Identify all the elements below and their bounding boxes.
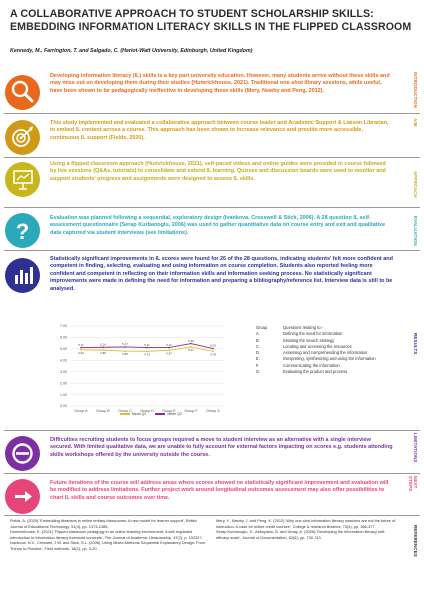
x-tick-label: Group A (74, 409, 88, 413)
data-label: 4.92 (78, 350, 84, 355)
results-label: RESULTS (413, 333, 418, 355)
table-row: G. Evaluating the product and process (256, 369, 348, 375)
data-point (212, 348, 214, 350)
introduction-text: Developing information literacy (IL) skills is a key part university education. However, many students arrive without these skills and may miss out on developing them during their studies (Humrickhouse, 2021). Traditional one-shot library sessions, while useful, have been shown to be pedagogically ineffective in developing these skills (Mery, Newby and Peng, 2012). (50, 73, 390, 94)
data-label: 5.11 (78, 342, 84, 347)
data-point (124, 346, 126, 348)
data-label: 5.03 (210, 343, 216, 348)
limitations-text: Difficulties recruiting students to focus groups required a move to student interview as an alternative with a single interview secured. With limited qualitative data, we are unable to fully account for external factors impacting on scores e.g. students attending skills workshops offered by the university outside the course. (50, 437, 393, 458)
aim-label: AIM (413, 118, 418, 127)
reference-item: Serap Kurbanoglu, S., Akkoyunlu, B. and Umay, A. (2006) 'Developing the information literacy self-efficacy scale', Journal of Documentation, 62(6), pp. 730-743. (216, 529, 386, 540)
data-label: 5.11 (166, 342, 172, 347)
references-label: REFERENCES (413, 525, 418, 558)
search-icon (5, 75, 40, 110)
y-tick-label: 2.00 (60, 381, 67, 386)
results-text: Statistically significant improvements in IL scores were found for 26 of the 28 questions, indicating students' felt more confident and competent in finding, selecting, evaluating and using information on course completion. Students also reported feeling more confident and competent in reflecting on their information skills and information seeking process. No statistically significant improvements were made in defining the need for information and preparing a bibliography/reference list. Interview data is still to be analysed. (50, 256, 393, 292)
table-header: Group Questions relating to:- (256, 325, 324, 330)
question-groups-table (256, 325, 396, 375)
references-left (10, 518, 206, 551)
data-label: 4.89 (100, 351, 106, 356)
approach-label: APPROACH (413, 171, 418, 198)
x-tick-label: Group E (162, 409, 176, 413)
legend-item-q1: Mean Q1 (120, 412, 146, 416)
next-steps-text: Future iterations of the course will address areas where scores showed no statistically significant improvement and evaluation will be modified to address limitations. Further project work around longitudinal outcomes assessment may also offer possibilities to chart IL skills and course outcomes over time. (50, 480, 389, 501)
table-row: C. Locating and accessing the resources (256, 343, 352, 349)
evaluation-label: EVALUATION (413, 216, 418, 246)
y-tick-label: 5.00 (60, 347, 67, 352)
poster-title (10, 8, 414, 34)
data-label: 5.14 (100, 342, 106, 347)
introduction-label: INTRODUCTION (413, 72, 418, 109)
question-icon (5, 213, 40, 248)
y-tick-label: 0.00 (60, 404, 67, 409)
data-point (146, 347, 148, 349)
data-label: 5.17 (122, 342, 128, 347)
divider (4, 207, 420, 208)
data-label: 4.80 (122, 352, 128, 357)
bar-chart-icon (5, 258, 40, 293)
legend-item-q2: Mean Q2 (155, 412, 181, 416)
data-label: 4.79 (144, 352, 150, 357)
title-part-1: A COLLABORATIVE APPROACH TO STUDENT SCHOLARSHIP SKILLS: (10, 8, 374, 20)
reference-item: Ivankova, N.V., Creswell, J.W. and Stick, S.L. (2006) 'Using Mixed-Methods Sequential Explanatory Design: From Theory to Practice', Field methods, 18(1), pp. 3-20. (10, 540, 206, 551)
data-label: 4.78 (210, 352, 216, 357)
divider (4, 250, 420, 251)
y-tick-label: 4.00 (60, 358, 67, 363)
prohibited-icon (5, 436, 40, 471)
target-icon (5, 120, 40, 155)
reference-item: Mery, Y., Newby, J. and Peng, K. (2012) 'Why one-shot information literacy sessions are not the future of instruction: A case for online credit courses', College & research libraries, 73(4), pp. 366-377. (216, 518, 396, 529)
table-row: E. Interpreting, synthesizing and using the information (256, 356, 376, 362)
title-part-2: EMBEDDING INFORMATION LITERACY SKILLS IN THE FLIPPED CLASSROOM (10, 21, 412, 33)
data-point (102, 346, 104, 348)
data-label: 5.46 (188, 338, 194, 343)
divider (4, 473, 420, 474)
arrow-right-icon (5, 479, 40, 514)
presentation-icon (5, 162, 40, 197)
limitations-label: LIMITATIONS (413, 433, 418, 463)
x-tick-label: Group B (96, 409, 110, 413)
x-tick-label: Group G (206, 409, 220, 413)
y-tick-label: 7.00 (60, 324, 67, 329)
references-right (216, 518, 396, 540)
x-tick-label: Group D (140, 409, 154, 413)
data-label: 5.11 (144, 342, 150, 347)
x-tick-label: Group C (118, 409, 132, 413)
x-tick-label: Group F (184, 409, 198, 413)
evaluation-text: Evaluation was planned following a sequential, exploratory design (Ivankova, Cresswell & Stick, 2006). A 28 question IL self-assessment questionnaire (Serap Kurbanoglu, 2006) was used to gather quantitative data on course entry and exit and qualitative data captured via student interviews (see limitations). (50, 215, 386, 236)
table-row: B. Initiating the search strategy (256, 337, 335, 343)
svg-text:?: ? (15, 219, 30, 244)
data-point (168, 347, 170, 349)
table-row: D. Assessing and comprehending the information (256, 350, 368, 356)
y-tick-label: 1.00 (60, 392, 67, 397)
chart-legend (120, 412, 190, 416)
aim-text: This study implemented and evaluated a collaborative approach between course leader and Academic Support & Liaison Librarian, to embed IL content across a course. This approach has been shown to increase relevance and provide more accessible, continuous IL support (Fields, 2020). (50, 120, 389, 141)
divider (4, 113, 420, 114)
results-line-chart (50, 322, 230, 440)
divider (4, 430, 420, 431)
data-label: 4.87 (166, 351, 172, 356)
authors: Kennedy, M., Farrington, T. and Salgado, C. (Heriot-Watt University, Edinburgh, United Kingdom) (10, 48, 253, 54)
divider (4, 157, 420, 158)
reference-item: Humrickhouse, E. (2021) 'Flipped classroom pedagogy in an online learning environment: A self-regulated introduction to information literacy threshold concepts', The Journal of Academic Librarianship, 47(2), p. 102327. (10, 529, 203, 540)
reference-item: Fields, A. (2020) 'Embedding librarians in online tertiary classrooms: A new model for learner support', British Journal of Educational Technology, 51(4), pp. 1373-1385. (10, 518, 197, 529)
data-point (190, 343, 192, 345)
data-label: 5.17 (188, 347, 194, 352)
next-steps-label: NEXT STEPS (408, 476, 418, 492)
table-row: A. Defining the need for information (256, 331, 343, 337)
y-tick-label: 6.00 (60, 335, 67, 340)
data-point (80, 347, 82, 349)
table-row: F. Communicating the information (256, 362, 340, 368)
y-tick-label: 3.00 (60, 369, 67, 374)
approach-text: Using a flipped classroom approach (Humrickhouse, 2021), self-paced videos and online guides were provided in course followed by live sessions (Q&As, tutorials) to consolidate and extend IL learning. Quizzes and discussion boards were used to monitor and support students' progress and assignments were designed to assess IL skills. (50, 161, 386, 182)
divider (4, 515, 420, 516)
